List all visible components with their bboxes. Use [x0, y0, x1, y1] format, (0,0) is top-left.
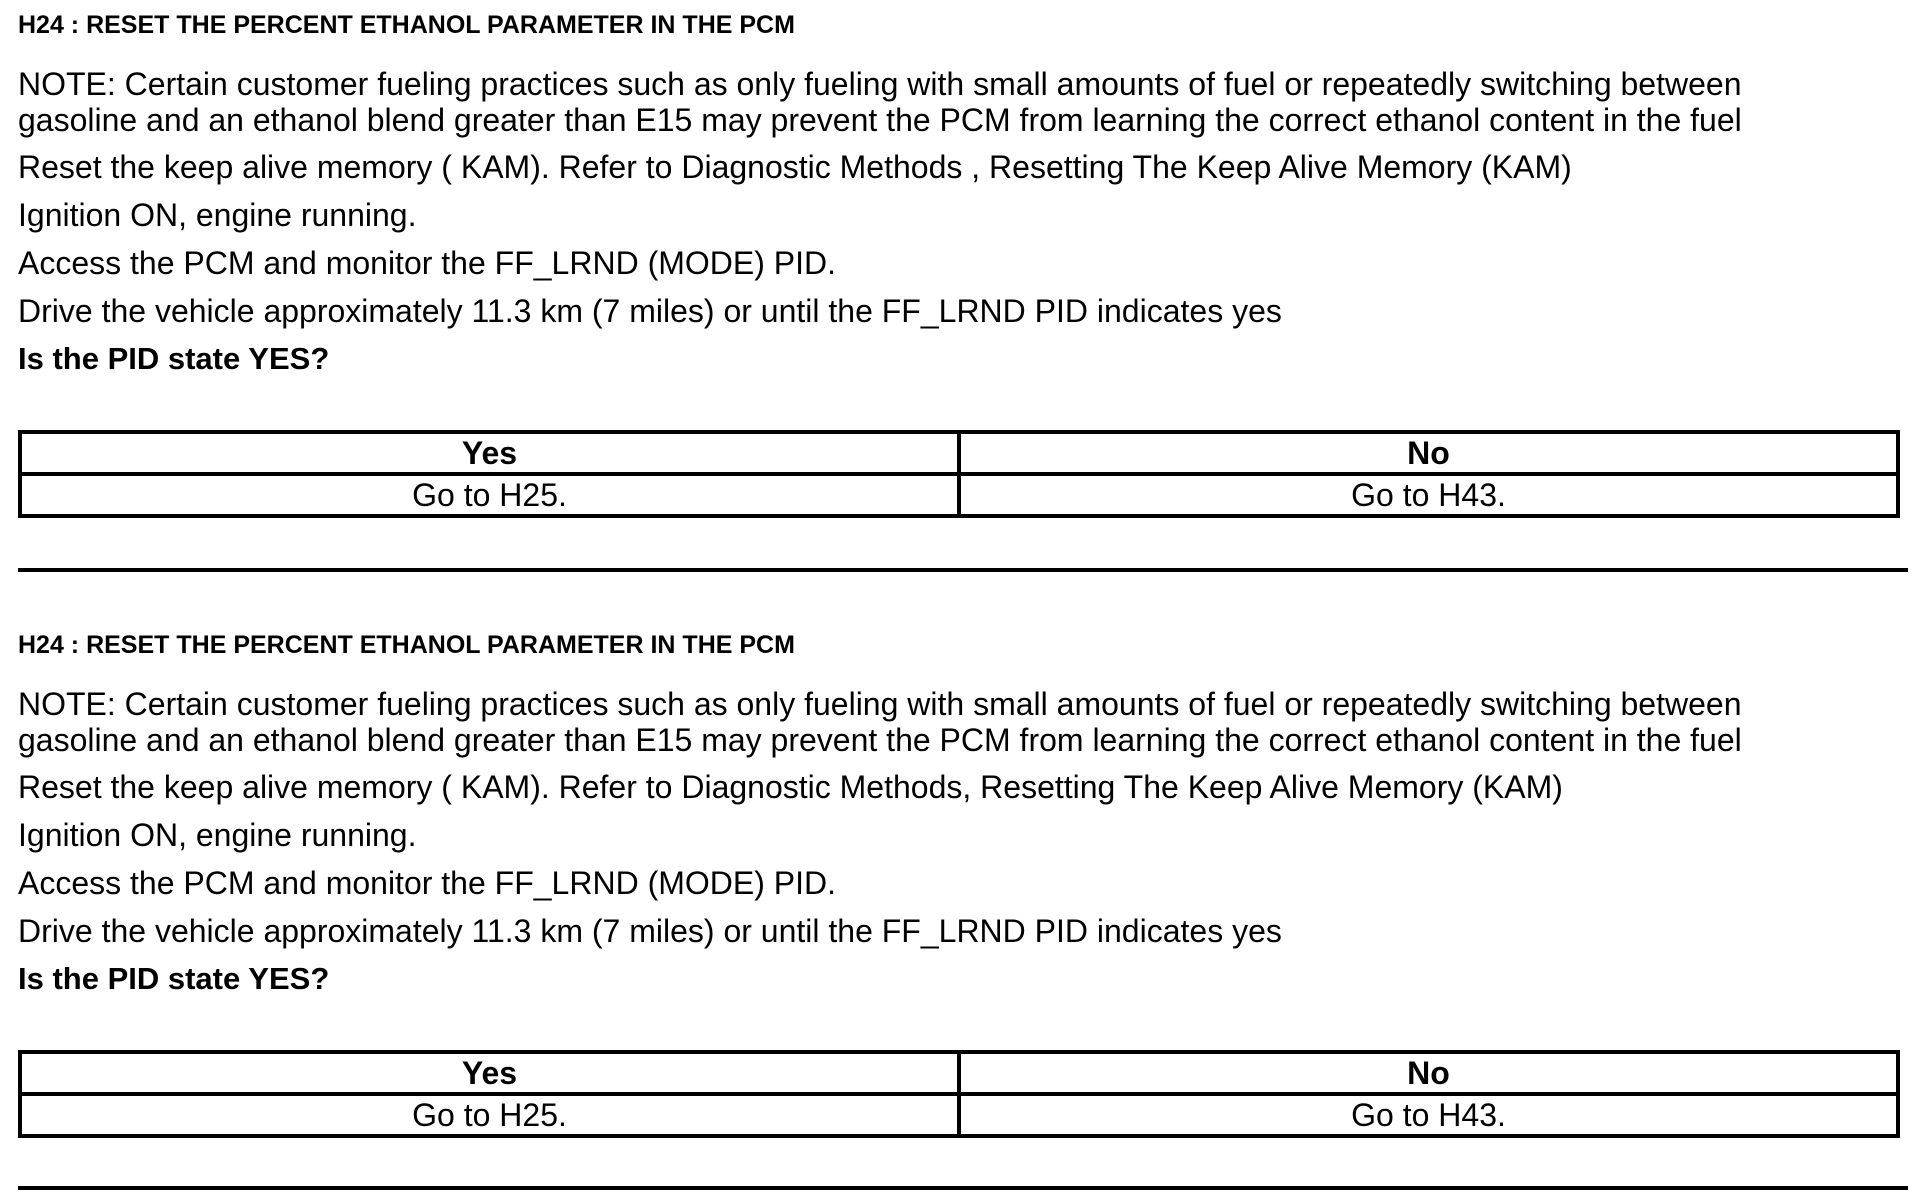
note-line-2: gasoline and an ethanol blend greater than E15 may prevent the PCM from learning the correct ethanol content in the fuel: [18, 722, 1742, 758]
answer-result-no: Go to H43.: [959, 474, 1898, 516]
pid-question: Is the PID state YES?: [18, 961, 330, 996]
access-pcm-instruction: Access the PCM and monitor the FF_LRND (MODE) PID.: [18, 245, 836, 281]
note-line-2: gasoline and an ethanol blend greater than E15 may prevent the PCM from learning the correct ethanol content in the fuel: [18, 102, 1742, 138]
answer-header-yes: Yes: [20, 1052, 959, 1094]
step-title: H24 : RESET THE PERCENT ETHANOL PARAMETER IN THE PCM: [18, 631, 795, 659]
answer-result-row: [20, 1094, 1898, 1136]
ignition-instruction: Ignition ON, engine running.: [18, 197, 417, 233]
answer-header-row: [20, 432, 1898, 474]
step-title: H24 : RESET THE PERCENT ETHANOL PARAMETER IN THE PCM: [18, 11, 795, 39]
step-block-2: [18, 630, 1908, 1138]
answer-result-yes: Go to H25.: [20, 474, 959, 516]
reset-kam-instruction: Reset the keep alive memory ( KAM). Refer to Diagnostic Methods, Resetting The Keep Alive Memory (KAM): [18, 769, 1563, 805]
answer-result-yes: Go to H25.: [20, 1094, 959, 1136]
answer-header-row: [20, 1052, 1898, 1094]
pid-question: Is the PID state YES?: [18, 341, 330, 376]
note-line-1: NOTE: Certain customer fueling practices such as only fueling with small amounts of fuel or repeatedly switching between: [18, 66, 1742, 102]
answer-header-no: No: [959, 1052, 1898, 1094]
answer-result-row: [20, 474, 1898, 516]
section-divider: [18, 1186, 1908, 1190]
reset-kam-instruction: Reset the keep alive memory ( KAM). Refer to Diagnostic Methods , Resetting The Keep Alive Memory (KAM): [18, 149, 1572, 185]
note-line-1: NOTE: Certain customer fueling practices such as only fueling with small amounts of fuel or repeatedly switching between: [18, 686, 1742, 722]
answer-table: [18, 1050, 1900, 1138]
section-divider: [18, 568, 1908, 572]
answer-result-no: Go to H43.: [959, 1094, 1898, 1136]
answer-header-yes: Yes: [20, 432, 959, 474]
drive-instruction: Drive the vehicle approximately 11.3 km (7 miles) or until the FF_LRND PID indicates yes: [18, 913, 1282, 949]
ignition-instruction: Ignition ON, engine running.: [18, 817, 417, 853]
drive-instruction: Drive the vehicle approximately 11.3 km (7 miles) or until the FF_LRND PID indicates yes: [18, 293, 1282, 329]
answer-table: [18, 430, 1900, 518]
answer-header-no: No: [959, 432, 1898, 474]
step-block-1: [18, 10, 1908, 518]
access-pcm-instruction: Access the PCM and monitor the FF_LRND (MODE) PID.: [18, 865, 836, 901]
